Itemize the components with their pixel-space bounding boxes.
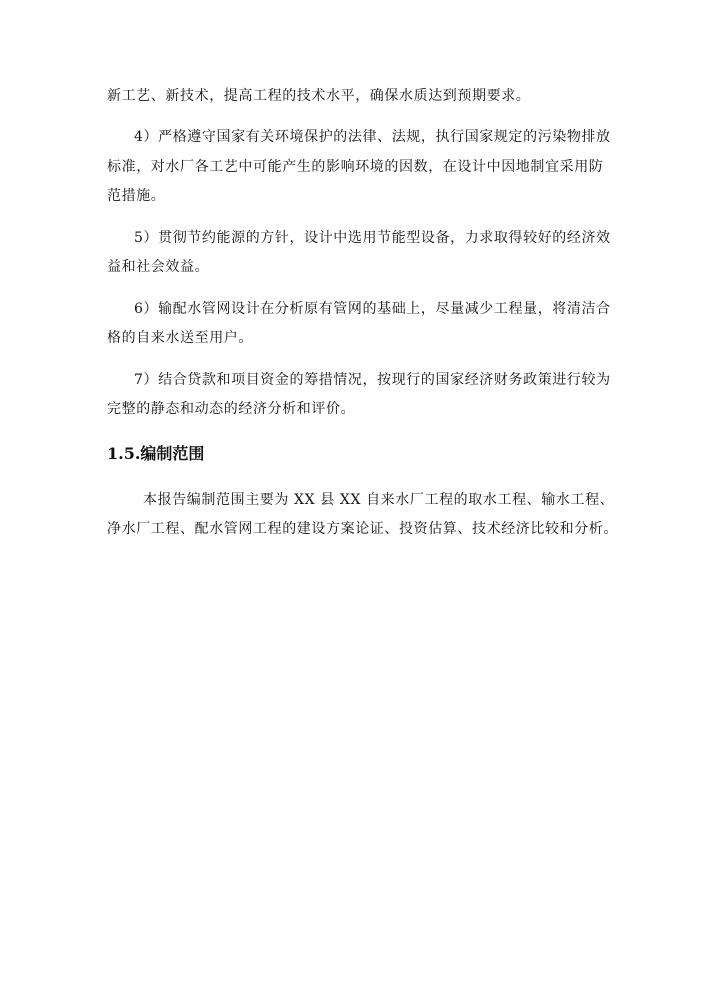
paragraph-line: 7）结合贷款和项目资金的筹措情况，按现行的国家经济财务政策进行较为 [134, 372, 611, 388]
paragraph-line: 6）输配水管网设计在分析原有管网的基础上，尽量减少工程量，将清洁合 [134, 301, 611, 317]
section-heading: 1.5.编制范围 [107, 444, 205, 463]
paragraph-line: 格的自来水送至用户。 [107, 330, 253, 346]
paragraph-line: 净水厂工程、配水管网工程的建设方案论证、投资估算、技术经济比较和分析。 [107, 521, 618, 537]
paragraph-line: 5）贯彻节约能源的方针，设计中选用节能型设备，力求取得较好的经济效 [134, 230, 611, 246]
paragraph-line: 益和社会效益。 [107, 259, 210, 275]
paragraph-line: 完整的静态和动态的经济分析和评价。 [107, 401, 356, 417]
paragraph-line: 4）严格遵守国家有关环境保护的法律、法规，执行国家规定的污染物排放 [134, 129, 611, 145]
paragraph-line: 本报告编制范围主要为 XX 县 XX 自来水厂工程的取水工程、输水工程、 [143, 492, 615, 508]
paragraph-line: 标准，对水厂各工艺中可能产生的影响环境的因数，在设计中因地制宜采用防 [107, 159, 604, 175]
paragraph-line: 范措施。 [107, 188, 166, 204]
paragraph-line: 新工艺、新技术，提高工程的技术水平，确保水质达到预期要求。 [107, 88, 531, 104]
